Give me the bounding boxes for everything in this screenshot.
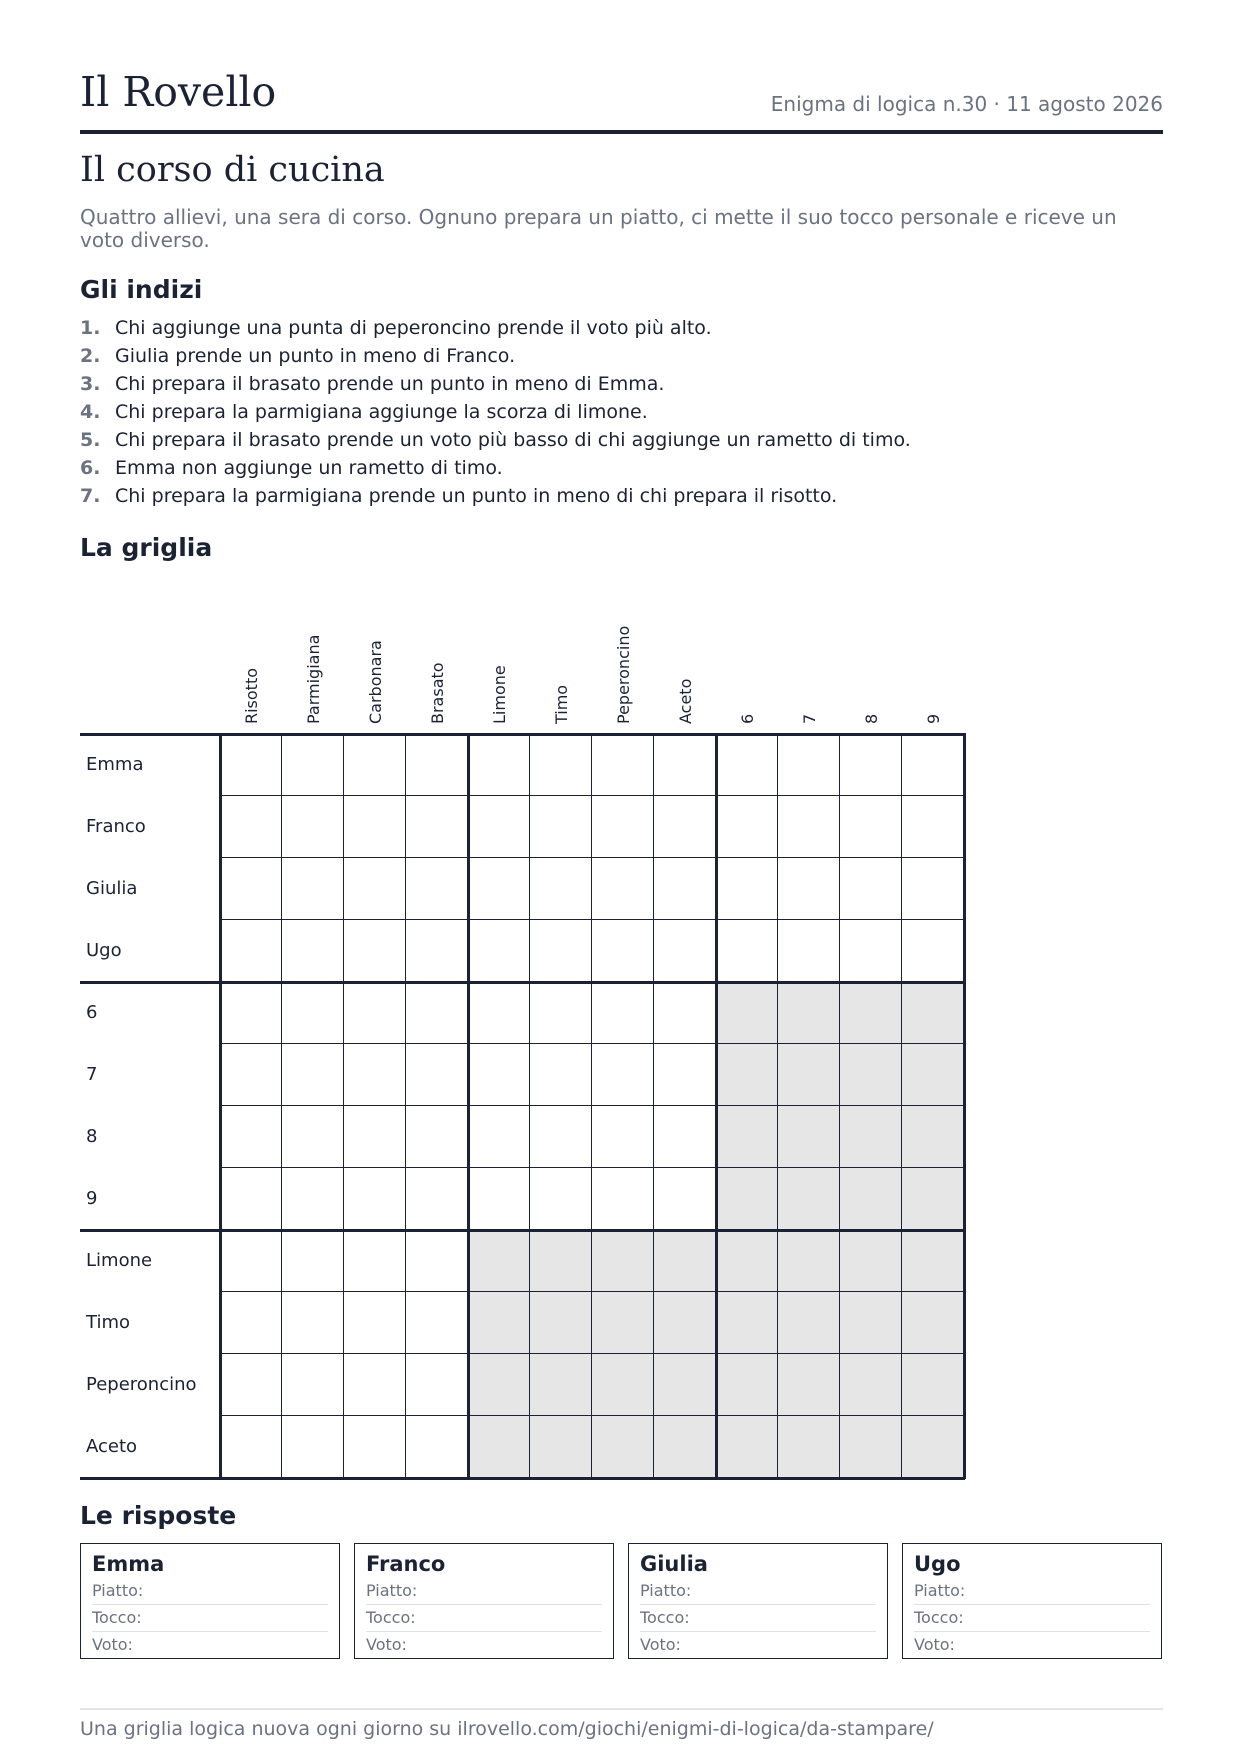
answer-field[interactable]: Piatto: [92,1578,328,1605]
grid-cell[interactable] [344,734,406,796]
grid-cell[interactable] [840,796,902,858]
grid-cell[interactable] [530,982,592,1044]
grid-cell[interactable] [344,1230,406,1292]
answers-heading: Le risposte [80,1501,237,1530]
grid-cell-blocked [902,1106,964,1168]
grid-cell[interactable] [654,1044,716,1106]
grid-cell[interactable] [282,858,344,920]
grid-cell-blocked [902,1044,964,1106]
answer-field[interactable]: Piatto: [914,1578,1150,1605]
grid-cell-blocked [468,1230,530,1292]
grid-cell[interactable] [592,734,654,796]
clue-text: Giulia prende un punto in meno di Franco. [115,345,516,367]
grid-cell-blocked [716,1354,778,1416]
grid-cell-blocked [716,1044,778,1106]
grid-cell-blocked [778,1230,840,1292]
grid-cell[interactable] [530,1168,592,1230]
grid-cell[interactable] [406,920,468,982]
grid-cell[interactable] [716,858,778,920]
clues-heading: Gli indizi [80,275,203,304]
clue-item [80,426,911,454]
clue-text: Chi prepara la parmigiana prende un punto in meno di chi prepara il risotto. [115,485,838,507]
grid-cell[interactable] [406,1416,468,1478]
grid-cell-blocked [716,1230,778,1292]
clue-item [80,398,911,426]
grid-row-label: Timo [86,1312,130,1333]
grid-cell[interactable] [282,982,344,1044]
answer-field[interactable]: Voto: [640,1635,681,1654]
grid-cell-blocked [840,1044,902,1106]
grid-cell-blocked [592,1416,654,1478]
grid-group-divider [80,981,965,984]
grid-cell[interactable] [282,1044,344,1106]
grid-cell[interactable] [220,982,282,1044]
grid-cell-blocked [778,982,840,1044]
grid-column-label: 8 [862,713,881,724]
grid-cell-blocked [902,1354,964,1416]
grid-cell-blocked [468,1416,530,1478]
grid-cell-blocked [778,1044,840,1106]
grid-row-label: Aceto [86,1436,138,1457]
grid-cell-blocked [902,1416,964,1478]
grid-cell-blocked [530,1292,592,1354]
grid-cell-blocked [840,1292,902,1354]
issue-info: Enigma di logica n.30 · 11 agosto 2026 [770,92,1163,116]
grid-cell-blocked [592,1230,654,1292]
grid-cell[interactable] [592,1106,654,1168]
grid-cell[interactable] [344,1416,406,1478]
footer-note: Una griglia logica nuova ogni giorno su ilrovello.com/giochi/enigmi-di-logica/da-stampare/ [80,1708,1163,1740]
clue-text: Chi prepara il brasato prende un voto più basso di chi aggiunge un rametto di timo. [115,429,911,451]
grid-cell[interactable] [592,1044,654,1106]
grid-column-label: Timo [552,684,571,724]
grid-cell-blocked [902,1292,964,1354]
clue-list [80,314,911,510]
grid-column-label: Aceto [676,678,695,724]
grid-row-label: 9 [86,1188,98,1209]
grid-cell[interactable] [530,920,592,982]
grid-cell[interactable] [530,1106,592,1168]
grid-cell-blocked [902,982,964,1044]
grid-cell[interactable] [840,734,902,796]
grid-cell[interactable] [530,858,592,920]
grid-cell[interactable] [468,858,530,920]
grid-cell[interactable] [902,796,964,858]
grid-row-label: Emma [86,754,144,775]
grid-cell-blocked [840,1354,902,1416]
answer-card [628,1543,888,1659]
answer-field[interactable]: Piatto: [366,1578,602,1605]
grid-cell[interactable] [344,1354,406,1416]
answer-card [354,1543,614,1659]
masthead [80,68,1163,134]
grid-cell-blocked [840,1230,902,1292]
answer-card-name: Giulia [640,1552,708,1576]
grid-cell[interactable] [220,1230,282,1292]
grid-cell[interactable] [654,858,716,920]
grid-cell[interactable] [220,1106,282,1168]
grid-row-label: Peperoncino [86,1374,197,1395]
clue-number: 6. [80,457,101,479]
grid-column-label: 7 [800,713,819,724]
grid-cell[interactable] [654,1168,716,1230]
grid-cell[interactable] [406,1230,468,1292]
grid-column-label: Peperoncino [614,625,633,724]
grid-cell[interactable] [220,1416,282,1478]
grid-cell[interactable] [592,858,654,920]
grid-group-divider [715,733,718,1479]
grid-cell[interactable] [220,858,282,920]
answer-field[interactable]: Piatto: [640,1578,876,1605]
grid-cell[interactable] [344,796,406,858]
clue-number: 2. [80,345,101,367]
grid-cell-blocked [592,1292,654,1354]
grid-cell-blocked [840,1106,902,1168]
brand-title: Il Rovello [80,68,277,116]
grid-row-label: Giulia [86,878,138,899]
grid-column-label: Risotto [242,667,261,724]
clue-item [80,370,911,398]
grid-column-label: Carbonara [366,640,385,724]
clue-text: Chi prepara il brasato prende un punto in meno di Emma. [115,373,665,395]
grid-heading: La griglia [80,533,213,562]
grid-cell[interactable] [344,1106,406,1168]
grid-row-label: 8 [86,1126,98,1147]
grid-cell[interactable] [592,982,654,1044]
grid-cell[interactable] [654,1106,716,1168]
grid-top-border [80,733,965,736]
answer-card [902,1543,1162,1659]
grid-column-label: 6 [738,713,757,724]
grid-cell-blocked [468,1292,530,1354]
grid-right-border [963,733,966,1479]
grid-cell[interactable] [778,734,840,796]
grid-cell-blocked [840,1416,902,1478]
grid-cell[interactable] [592,1168,654,1230]
grid-cell[interactable] [716,734,778,796]
clue-number: 1. [80,317,101,339]
grid-cell-blocked [654,1354,716,1416]
grid-cell[interactable] [778,796,840,858]
answer-field[interactable]: Voto: [914,1635,955,1654]
grid-row-label: Ugo [86,940,122,961]
grid-cell[interactable] [406,1354,468,1416]
grid-cell[interactable] [530,796,592,858]
grid-cell[interactable] [406,982,468,1044]
answer-field[interactable]: Tocco: [92,1605,328,1632]
puzzle-title: Il corso di cucina [80,150,385,190]
grid-cell[interactable] [406,796,468,858]
grid-row-label: 7 [86,1064,98,1085]
clue-text: Emma non aggiunge un rametto di timo. [115,457,503,479]
puzzle-page [80,0,1163,1754]
grid-cell-blocked [468,1354,530,1416]
grid-cell[interactable] [468,796,530,858]
grid-column-label: Parmigiana [304,634,323,724]
grid-cell[interactable] [220,1354,282,1416]
grid-cell[interactable] [220,1044,282,1106]
grid-cell[interactable] [282,1230,344,1292]
grid-cell[interactable] [344,982,406,1044]
grid-group-divider [80,1229,965,1232]
grid-cell[interactable] [778,920,840,982]
grid-cell[interactable] [840,920,902,982]
grid-cell[interactable] [282,1168,344,1230]
grid-cell[interactable] [716,920,778,982]
grid-cell[interactable] [282,920,344,982]
grid-cell-blocked [716,1168,778,1230]
answer-field[interactable]: Tocco: [640,1605,876,1632]
grid-cell[interactable] [344,1292,406,1354]
clue-number: 3. [80,373,101,395]
grid-cell[interactable] [220,734,282,796]
grid-cell-blocked [778,1416,840,1478]
answer-card-name: Franco [366,1552,446,1576]
grid-cell-blocked [840,1168,902,1230]
grid-cell[interactable] [654,796,716,858]
grid-cell[interactable] [654,734,716,796]
grid-cell[interactable] [406,734,468,796]
grid-cell[interactable] [468,1106,530,1168]
grid-cell-blocked [592,1354,654,1416]
grid-cell[interactable] [344,1044,406,1106]
grid-cell[interactable] [902,734,964,796]
grid-cell-blocked [654,1230,716,1292]
grid-group-divider [467,733,470,1479]
answer-cards [80,1543,1163,1659]
grid-cell-blocked [778,1354,840,1416]
grid-cell[interactable] [468,1168,530,1230]
grid-cell[interactable] [282,1292,344,1354]
grid-cell[interactable] [654,982,716,1044]
grid-cell[interactable] [282,1354,344,1416]
grid-cell-blocked [530,1230,592,1292]
answer-card-name: Emma [92,1552,165,1576]
grid-cell-blocked [716,1416,778,1478]
grid-left-border [219,733,222,1479]
grid-cell-blocked [530,1416,592,1478]
answer-field[interactable]: Voto: [92,1635,133,1654]
grid-cell-blocked [778,1292,840,1354]
grid-bottom-border [80,1477,965,1480]
grid-cell[interactable] [406,1106,468,1168]
grid-cell[interactable] [282,1106,344,1168]
grid-cell[interactable] [654,920,716,982]
grid-cell[interactable] [220,796,282,858]
grid-cell[interactable] [592,920,654,982]
clue-item [80,314,911,342]
grid-cell[interactable] [220,1292,282,1354]
grid-cell[interactable] [716,796,778,858]
grid-cell-blocked [902,1168,964,1230]
clue-number: 7. [80,485,101,507]
answer-field[interactable]: Tocco: [366,1605,602,1632]
grid-cell[interactable] [468,982,530,1044]
grid-cell[interactable] [344,1168,406,1230]
grid-row-label: 6 [86,1002,98,1023]
clue-item [80,454,911,482]
clue-text: Chi aggiunge una punta di peperoncino prende il voto più alto. [115,317,712,339]
grid-cell[interactable] [344,920,406,982]
grid-cell[interactable] [344,858,406,920]
grid-cell[interactable] [468,734,530,796]
answer-field[interactable]: Tocco: [914,1605,1150,1632]
grid-cell-blocked [716,982,778,1044]
grid-cell[interactable] [220,920,282,982]
clue-item [80,342,911,370]
grid-cell[interactable] [530,1044,592,1106]
grid-cell[interactable] [220,1168,282,1230]
grid-cell[interactable] [592,796,654,858]
grid-column-label: Brasato [428,662,447,724]
grid-row-label: Limone [86,1250,153,1271]
clue-number: 4. [80,401,101,423]
grid-column-label: 9 [924,713,943,724]
grid-cell-blocked [654,1416,716,1478]
clue-text: Chi prepara la parmigiana aggiunge la scorza di limone. [115,401,648,423]
grid-cell[interactable] [530,734,592,796]
grid-cell-blocked [654,1292,716,1354]
answer-card [80,1543,340,1659]
grid-cell[interactable] [282,1416,344,1478]
grid-cell[interactable] [902,858,964,920]
grid-cell[interactable] [840,858,902,920]
grid-cell[interactable] [282,734,344,796]
grid-cell[interactable] [406,858,468,920]
grid-cell[interactable] [406,1168,468,1230]
grid-cell-blocked [716,1292,778,1354]
clue-number: 5. [80,429,101,451]
grid-cell[interactable] [468,920,530,982]
grid-cell-blocked [778,1106,840,1168]
answer-card-name: Ugo [914,1552,961,1576]
grid-cell-blocked [530,1354,592,1416]
grid-row-label: Franco [86,816,146,837]
grid-cell[interactable] [282,796,344,858]
answer-field[interactable]: Voto: [366,1635,407,1654]
grid-cell-blocked [716,1106,778,1168]
grid-cell[interactable] [406,1292,468,1354]
grid-cell[interactable] [406,1044,468,1106]
grid-cell[interactable] [468,1044,530,1106]
grid-cell[interactable] [778,858,840,920]
puzzle-intro: Quattro allievi, una sera di corso. Ognuno prepara un piatto, ci mette il suo tocco personale e riceve un voto diverso. [80,205,1117,252]
grid-column-label: Limone [490,665,509,724]
grid-cell-blocked [778,1168,840,1230]
clue-item [80,482,911,510]
grid-cell-blocked [840,982,902,1044]
grid-cell[interactable] [902,920,964,982]
grid-cell-blocked [902,1230,964,1292]
